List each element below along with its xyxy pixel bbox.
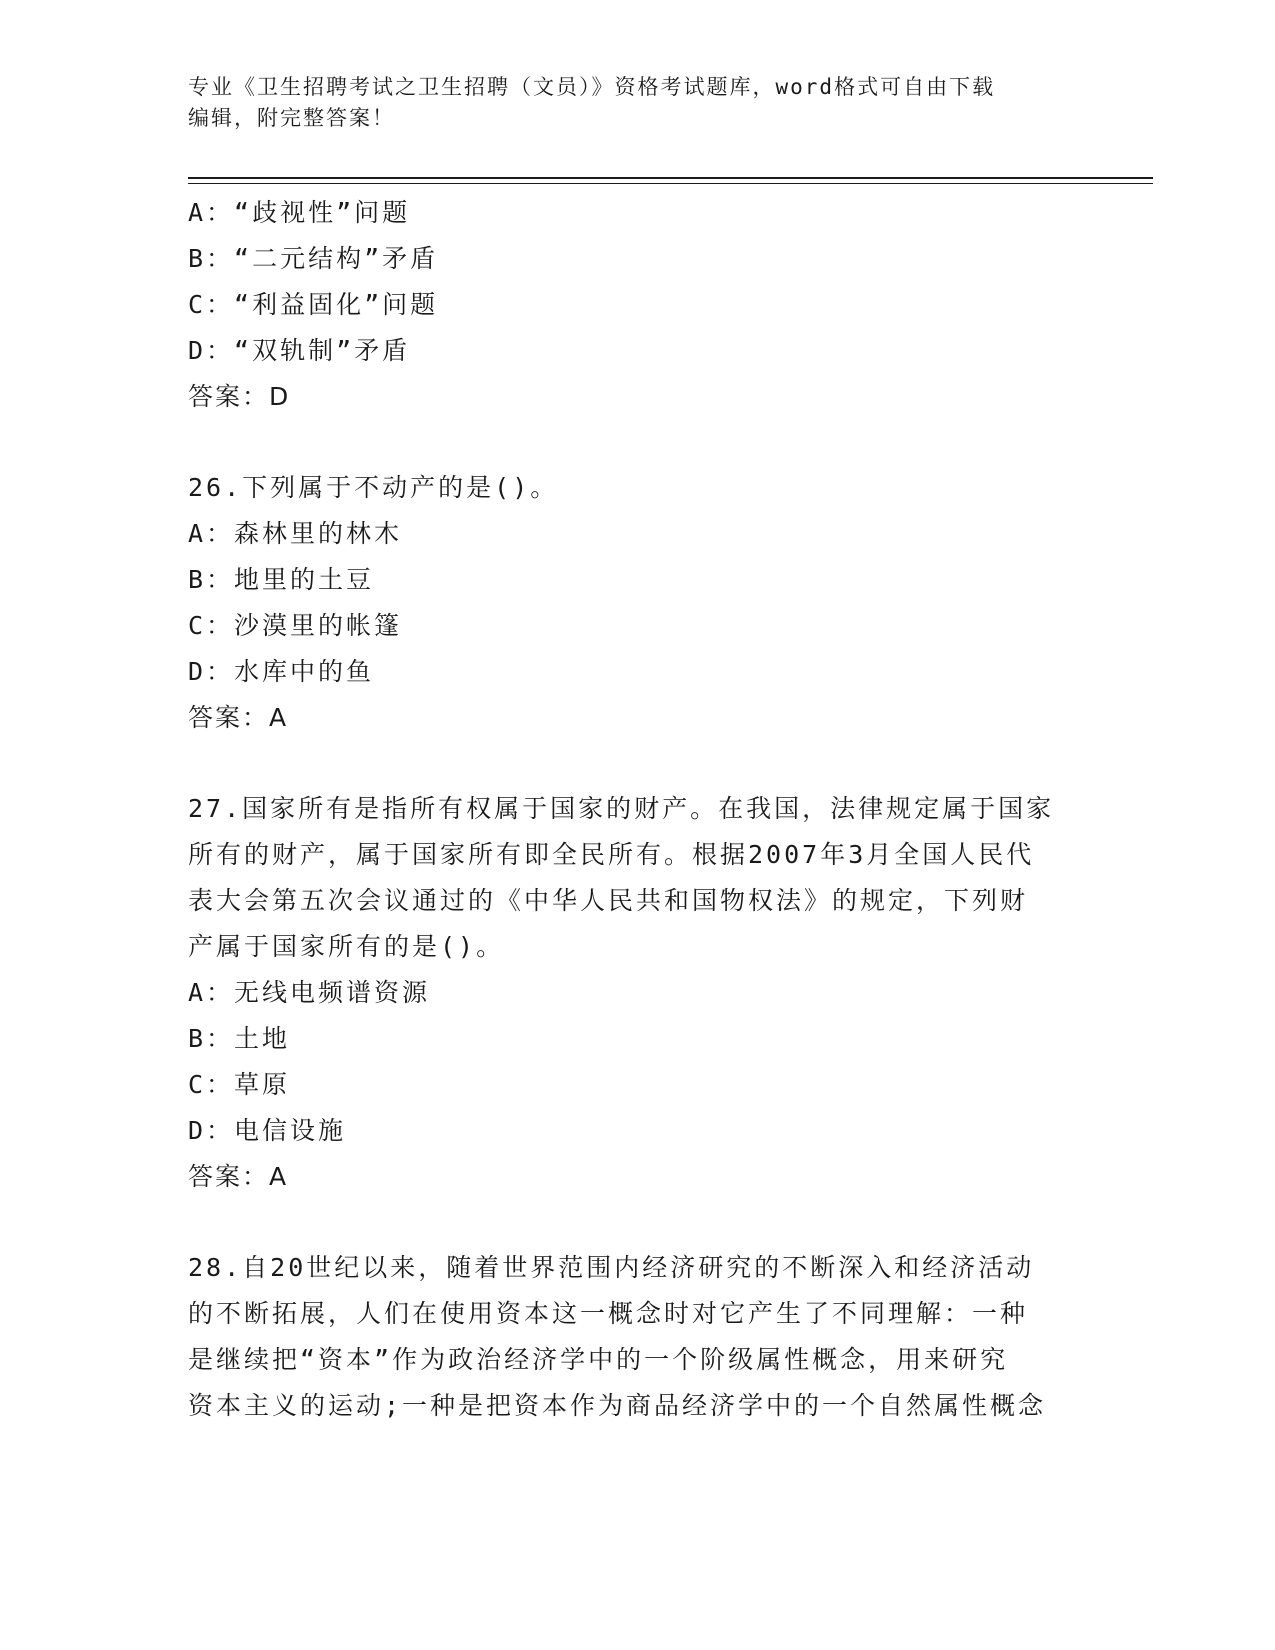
- question-26: [188, 465, 1088, 741]
- spacer: [188, 1200, 1088, 1245]
- option-c: C：草原: [188, 1070, 291, 1099]
- question-stem-line: 所有的财产，属于国家所有即全民所有。根据2007年3月全国人民代: [188, 840, 1035, 869]
- question-stem-line: 资本主义的运动;一种是把资本作为商品经济学中的一个自然属性概念: [188, 1391, 1047, 1420]
- option-c: C：沙漠里的帐篷: [188, 611, 403, 640]
- question-stem-line: 表大会第五次会议通过的《中华人民共和国物权法》的规定，下列财: [188, 886, 1029, 915]
- header-line-2: 编辑，附完整答案！: [188, 106, 395, 130]
- spacer: [188, 420, 1088, 465]
- question-stem-line: 的不断拓展，人们在使用资本这一概念时对它产生了不同理解：一种: [188, 1299, 1029, 1328]
- option-d: D：“双轨制”矛盾: [188, 336, 411, 365]
- question-stem-line: 是继续把“资本”作为政治经济学中的一个阶级属性概念，用来研究: [188, 1345, 1009, 1374]
- answer: 答案：A: [188, 1162, 289, 1191]
- question-25: [188, 190, 1088, 420]
- option-c: C：“利益固化”问题: [188, 290, 439, 319]
- option-a: A：无线电频谱资源: [188, 978, 431, 1007]
- option-b: B：地里的土豆: [188, 565, 375, 594]
- option-a: A：“歧视性”问题: [188, 198, 411, 227]
- option-a: A：森林里的林木: [188, 519, 403, 548]
- question-stem-line: 产属于国家所有的是()。: [188, 932, 505, 961]
- spacer: [188, 741, 1088, 786]
- question-stem-line: 27.国家所有是指所有权属于国家的财产。在我国，法律规定属于国家: [188, 794, 1055, 823]
- question-stem: 26.下列属于不动产的是()。: [188, 473, 559, 502]
- question-27: [188, 786, 1088, 1200]
- question-28: [188, 1245, 1088, 1429]
- option-b: B：“二元结构”矛盾: [188, 244, 439, 273]
- option-d: D：水库中的鱼: [188, 657, 375, 686]
- header-line-1: 专业《卫生招聘考试之卫生招聘（文员）》资格考试题库，word格式可自由下载: [188, 75, 996, 99]
- answer: 答案：A: [188, 703, 289, 732]
- option-b: B：土地: [188, 1024, 291, 1053]
- option-d: D：电信设施: [188, 1116, 347, 1145]
- answer: 答案：D: [188, 382, 291, 411]
- question-stem-line: 28.自20世纪以来，随着世界范围内经济研究的不断深入和经济活动: [188, 1253, 1035, 1282]
- header-divider-thin: [188, 183, 1153, 184]
- header-divider-thick: [188, 177, 1153, 179]
- question-content: [188, 190, 1088, 1429]
- document-header: [188, 72, 1088, 134]
